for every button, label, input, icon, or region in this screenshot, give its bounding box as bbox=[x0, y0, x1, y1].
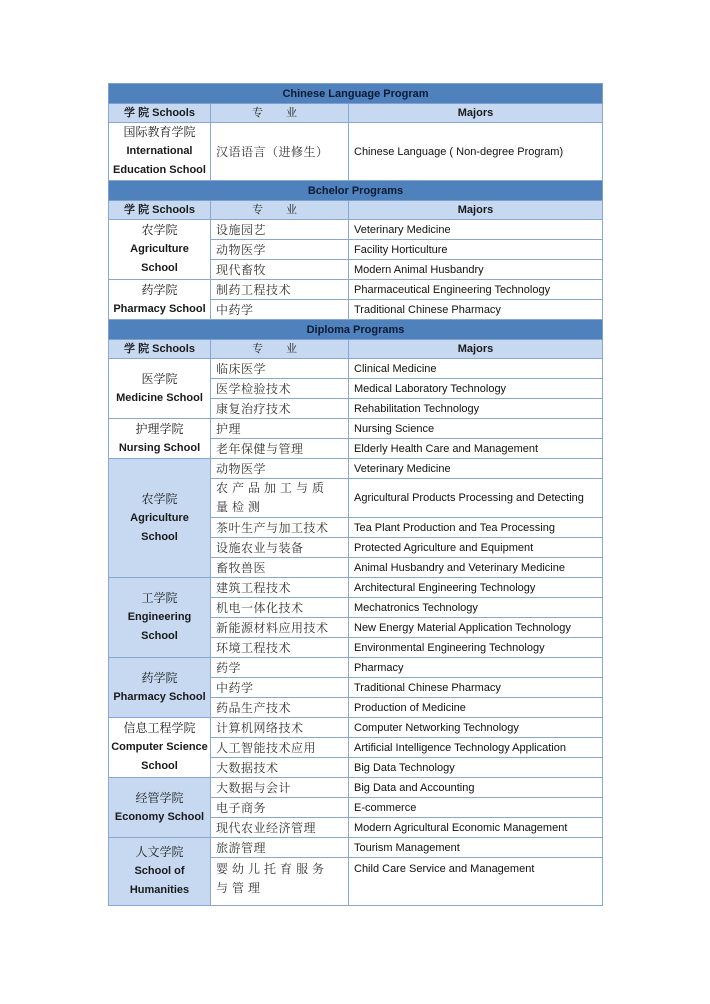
school-cell bbox=[109, 578, 211, 658]
major-name-cn: 机电一体化技术 bbox=[211, 598, 349, 618]
column-header-major-cn: 专 业 bbox=[211, 340, 349, 359]
school-name-cn: 国际教育学院 bbox=[123, 125, 196, 139]
major-name-cn: 中药学 bbox=[211, 300, 349, 320]
major-name-en: Protected Agriculture and Equipment bbox=[349, 538, 603, 558]
school-name-cn: 人文学院 bbox=[135, 845, 184, 859]
major-name-en: Tourism Management bbox=[349, 838, 603, 858]
school-name-en: International Education School bbox=[113, 145, 206, 176]
programs-table bbox=[108, 83, 603, 906]
major-name-cn: 茶叶生产与加工技术 bbox=[211, 518, 349, 538]
school-cell bbox=[109, 778, 211, 838]
major-name-en: Artificial Intelligence Technology Application bbox=[349, 738, 603, 758]
table-row bbox=[109, 459, 603, 479]
section-header-row bbox=[109, 320, 603, 340]
section-title: Diploma Programs bbox=[109, 320, 603, 340]
major-name-en: E-commerce bbox=[349, 798, 603, 818]
school-cell bbox=[109, 280, 211, 320]
major-name-en: Veterinary Medicine bbox=[349, 220, 603, 240]
major-name-en: Elderly Health Care and Management bbox=[349, 439, 603, 459]
school-cell bbox=[109, 419, 211, 459]
major-name-cn: 药品生产技术 bbox=[211, 698, 349, 718]
school-cell bbox=[109, 359, 211, 419]
column-header-schools: 学 院 Schools bbox=[109, 104, 211, 123]
school-name-cn: 农学院 bbox=[141, 491, 178, 506]
school-name-en: Pharmacy School bbox=[113, 302, 206, 315]
major-name-en: Mechatronics Technology bbox=[349, 598, 603, 618]
major-name-en: Facility Horticulture bbox=[349, 240, 603, 260]
major-name-cn: 设施园艺 bbox=[211, 220, 349, 240]
school-name-cn: 工学院 bbox=[141, 591, 178, 605]
school-name-en: Nursing School bbox=[118, 441, 201, 454]
section-title: Bchelor Programs bbox=[109, 181, 603, 201]
school-name-en: Agriculture School bbox=[130, 243, 189, 274]
major-name-en: Child Care Service and Management bbox=[349, 858, 603, 906]
school-cell bbox=[109, 220, 211, 280]
table-row bbox=[109, 280, 603, 300]
major-name-en: Pharmacy bbox=[349, 658, 603, 678]
major-name-en: Veterinary Medicine bbox=[349, 459, 603, 479]
table-row bbox=[109, 123, 603, 181]
major-name-cn: 老年保健与管理 bbox=[211, 439, 349, 459]
major-name-en: Computer Networking Technology bbox=[349, 718, 603, 738]
column-header-majors: Majors bbox=[349, 201, 603, 220]
column-header-row bbox=[109, 201, 603, 220]
major-name-cn: 大数据与会计 bbox=[211, 778, 349, 798]
school-name-en: Medicine School bbox=[116, 391, 203, 404]
major-name-en: Nursing Science bbox=[349, 419, 603, 439]
school-name-en: Pharmacy School bbox=[113, 690, 206, 703]
table-row bbox=[109, 578, 603, 598]
major-name-cn: 设施农业与装备 bbox=[211, 538, 349, 558]
major-name-cn: 环境工程技术 bbox=[211, 638, 349, 658]
major-name-en: Big Data Technology bbox=[349, 758, 603, 778]
major-name-en: Environmental Engineering Technology bbox=[349, 638, 603, 658]
major-name-cn: 人工智能技术应用 bbox=[211, 738, 349, 758]
column-header-schools: 学 院 Schools bbox=[109, 340, 211, 359]
major-name-cn: 计算机网络技术 bbox=[211, 718, 349, 738]
major-name-en: Traditional Chinese Pharmacy bbox=[349, 300, 603, 320]
major-name-en: New Energy Material Application Technology bbox=[349, 618, 603, 638]
school-name-en: Economy School bbox=[114, 810, 205, 823]
school-name-en: Agriculture School bbox=[130, 511, 189, 543]
school-name-cn: 护理学院 bbox=[135, 421, 184, 436]
major-name-en: Big Data and Accounting bbox=[349, 778, 603, 798]
major-name-cn: 药学 bbox=[211, 658, 349, 678]
major-name-cn: 动物医学 bbox=[211, 240, 349, 260]
school-name-cn: 经管学院 bbox=[135, 790, 184, 805]
major-name-cn: 康复治疗技术 bbox=[211, 399, 349, 419]
major-name-en: Architectural Engineering Technology bbox=[349, 578, 603, 598]
school-name-en: School of Humanities bbox=[129, 865, 190, 896]
major-name-cn: 现代农业经济管理 bbox=[211, 818, 349, 838]
column-header-majors: Majors bbox=[349, 104, 603, 123]
major-name-cn: 大数据技术 bbox=[211, 758, 349, 778]
major-name-cn: 临床医学 bbox=[211, 359, 349, 379]
section-header-row bbox=[109, 84, 603, 104]
major-name-cn: 建筑工程技术 bbox=[211, 578, 349, 598]
school-name-cn: 药学院 bbox=[141, 670, 178, 685]
column-header-majors: Majors bbox=[349, 340, 603, 359]
table-row bbox=[109, 778, 603, 798]
major-name-en: Modern Agricultural Economic Management bbox=[349, 818, 603, 838]
school-cell bbox=[109, 123, 211, 181]
school-name-cn: 药学院 bbox=[141, 282, 178, 297]
major-name-cn: 农产品加工与质量检测 bbox=[211, 479, 349, 518]
major-name-en: Tea Plant Production and Tea Processing bbox=[349, 518, 603, 538]
table-row bbox=[109, 419, 603, 439]
major-name-cn: 电子商务 bbox=[211, 798, 349, 818]
major-name-en: Modern Animal Husbandry bbox=[349, 260, 603, 280]
major-name-en: Chinese Language ( Non-degree Program) bbox=[349, 123, 603, 181]
table-row bbox=[109, 359, 603, 379]
major-name-cn: 旅游管理 bbox=[211, 838, 349, 858]
major-name-cn: 制药工程技术 bbox=[211, 280, 349, 300]
major-name-cn: 中药学 bbox=[211, 678, 349, 698]
major-name-cn: 畜牧兽医 bbox=[211, 558, 349, 578]
major-name-en: Medical Laboratory Technology bbox=[349, 379, 603, 399]
column-header-row bbox=[109, 104, 603, 123]
school-cell bbox=[109, 838, 211, 906]
school-name-en: Engineering School bbox=[127, 611, 192, 642]
table-row bbox=[109, 658, 603, 678]
school-name-cn: 农学院 bbox=[141, 223, 178, 237]
major-name-cn: 汉语语言（进修生） bbox=[211, 123, 349, 181]
major-name-cn: 婴幼儿托育服务与管理 bbox=[211, 858, 349, 906]
section-header-row bbox=[109, 181, 603, 201]
school-name-en: Computer Science School bbox=[111, 741, 208, 772]
school-name-cn: 医学院 bbox=[141, 371, 178, 386]
major-name-cn: 医学检验技术 bbox=[211, 379, 349, 399]
table-row bbox=[109, 718, 603, 738]
column-header-schools: 学 院 Schools bbox=[109, 201, 211, 220]
table-row bbox=[109, 220, 603, 240]
column-header-major-cn: 专 业 bbox=[211, 201, 349, 220]
major-name-en: Production of Medicine bbox=[349, 698, 603, 718]
school-cell bbox=[109, 658, 211, 718]
school-cell bbox=[109, 718, 211, 778]
column-header-row bbox=[109, 340, 603, 359]
major-name-en: Traditional Chinese Pharmacy bbox=[349, 678, 603, 698]
major-name-cn: 新能源材料应用技术 bbox=[211, 618, 349, 638]
school-name-cn: 信息工程学院 bbox=[123, 721, 196, 735]
major-name-cn: 现代畜牧 bbox=[211, 260, 349, 280]
major-name-en: Clinical Medicine bbox=[349, 359, 603, 379]
column-header-major-cn: 专 业 bbox=[211, 104, 349, 123]
major-name-en: Rehabilitation Technology bbox=[349, 399, 603, 419]
major-name-en: Pharmaceutical Engineering Technology bbox=[349, 280, 603, 300]
section-title: Chinese Language Program bbox=[109, 84, 603, 104]
school-cell bbox=[109, 459, 211, 578]
major-name-cn: 动物医学 bbox=[211, 459, 349, 479]
major-name-cn: 护理 bbox=[211, 419, 349, 439]
major-name-en: Animal Husbandry and Veterinary Medicine bbox=[349, 558, 603, 578]
table-row bbox=[109, 838, 603, 858]
major-name-en: Agricultural Products Processing and Detecting bbox=[349, 479, 603, 518]
